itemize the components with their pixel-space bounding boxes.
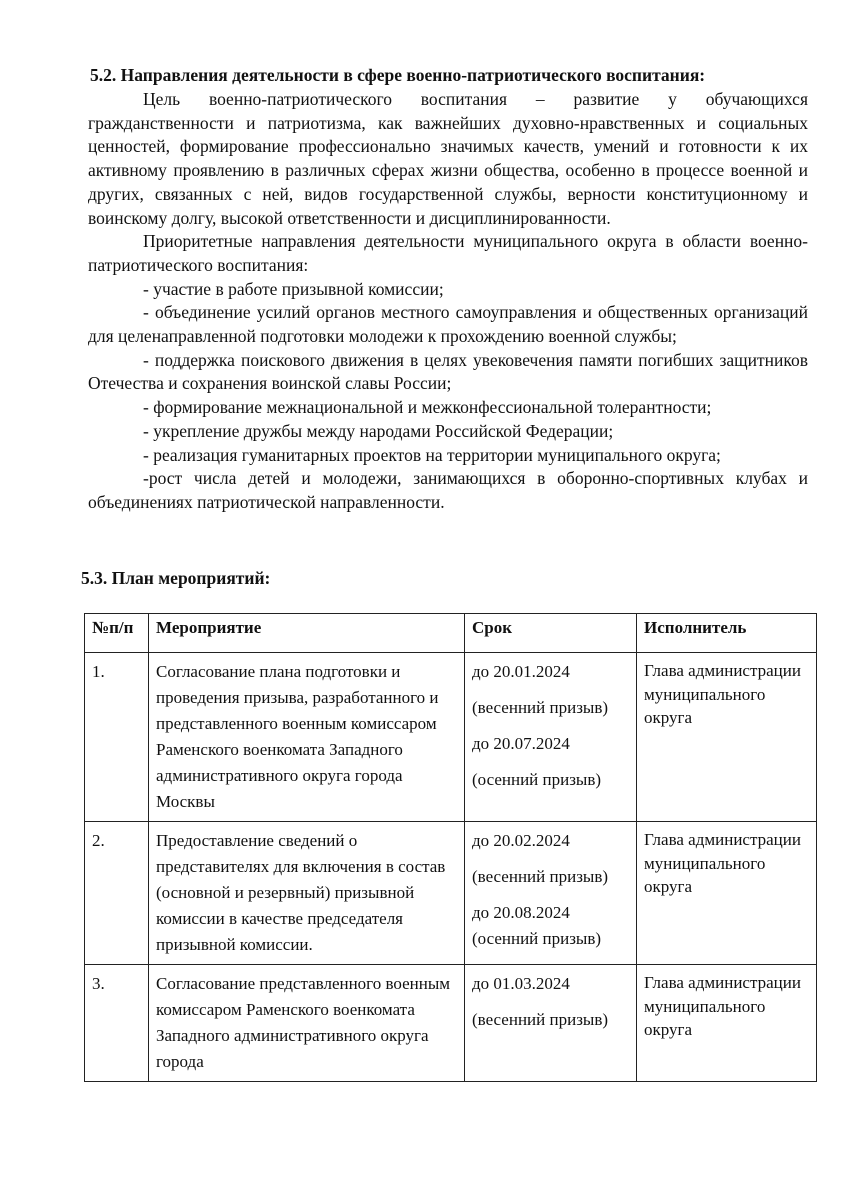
- row-number: 2.: [85, 822, 149, 965]
- table-row: [85, 965, 817, 1082]
- table-header-row: [85, 614, 817, 653]
- term-note: (осенний призыв): [472, 929, 602, 948]
- goal-paragraph: Цель военно-патриотического воспитания – развитие у обучающихся гражданственности и патриотизма, как важнейших духовно-нравственных и социальных ценностей, формирование профессионально значимых качеств, умений и готовности к их активному проявлению в различных сферах жизни общества, особенно в процессе военной и других, связанных с ней, видов государственной службы, верности конституционному и воинскому долгу, высокой ответственности и дисциплинированности.: [88, 89, 808, 228]
- list-item: - участие в работе призывной комиссии;: [143, 278, 444, 299]
- row-executor: Глава администрации муниципального округа: [637, 965, 817, 1082]
- row-activity: Согласование представленного военным комиссаром Раменского военкомата Западного административного округа города: [149, 965, 465, 1082]
- header-number: №п/п: [85, 614, 149, 653]
- term-note: (весенний призыв): [472, 1010, 609, 1029]
- row-term: [465, 965, 637, 1082]
- row-number: 1.: [85, 653, 149, 822]
- priorities-intro: Приоритетные направления деятельности муниципального округа в области военно-патриотического воспитания:: [88, 231, 808, 275]
- term-date: до 20.02.2024: [472, 831, 570, 850]
- row-term: [465, 822, 637, 965]
- list-item: - объединение усилий органов местного самоуправления и общественных организаций для целенаправленной подготовки молодежи к прохождению военной службы;: [88, 302, 808, 347]
- list-item: - поддержка поискового движения в целях увековечения памяти погибших защитников Отечества и сохранения воинской славы России;: [88, 349, 808, 394]
- header-activity: Мероприятие: [149, 614, 465, 653]
- row-number: 3.: [85, 965, 149, 1082]
- term-note: (весенний призыв): [472, 698, 609, 717]
- section-5-3-heading: 5.3. План мероприятий:: [81, 568, 271, 588]
- header-term: Срок: [465, 614, 637, 653]
- plan-table: [84, 613, 817, 1082]
- row-executor: Глава администрации муниципального округа: [637, 653, 817, 822]
- term-date: до 20.01.2024: [472, 662, 570, 681]
- term-note: (осенний призыв): [472, 770, 602, 789]
- table-row: [85, 822, 817, 965]
- list-item: - укрепление дружбы между народами Российской Федерации;: [143, 420, 614, 441]
- term-date: до 20.08.2024: [472, 903, 570, 922]
- term-date: до 20.07.2024: [472, 734, 570, 753]
- row-activity: Предоставление сведений о представителях для включения в состав (основной и резервный) призывной комиссии в качестве председателя призывной комиссии.: [149, 822, 465, 965]
- table-row: [85, 653, 817, 822]
- list-item: - реализация гуманитарных проектов на территории муниципального округа;: [143, 444, 721, 465]
- list-item: - формирование межнациональной и межконфессиональной толерантности;: [143, 397, 712, 418]
- term-date: до 01.03.2024: [472, 974, 570, 993]
- row-executor: Глава администрации муниципального округа: [637, 822, 817, 965]
- row-term: [465, 653, 637, 822]
- list-item: -рост числа детей и молодежи, занимающихся в оборонно-спортивных клубах и объединениях патриотической направленности.: [88, 468, 808, 512]
- section-5-2-heading: 5.2. Направления деятельности в сфере военно-патриотического воспитания:: [90, 65, 706, 85]
- header-executor: Исполнитель: [637, 614, 817, 653]
- term-note: (весенний призыв): [472, 867, 609, 886]
- section-5-2-body: [88, 88, 808, 515]
- row-activity: Согласование плана подготовки и проведения призыва, разработанного и представленного военным комиссаром Раменского военкомата Западного административного округа города Москвы: [149, 653, 465, 822]
